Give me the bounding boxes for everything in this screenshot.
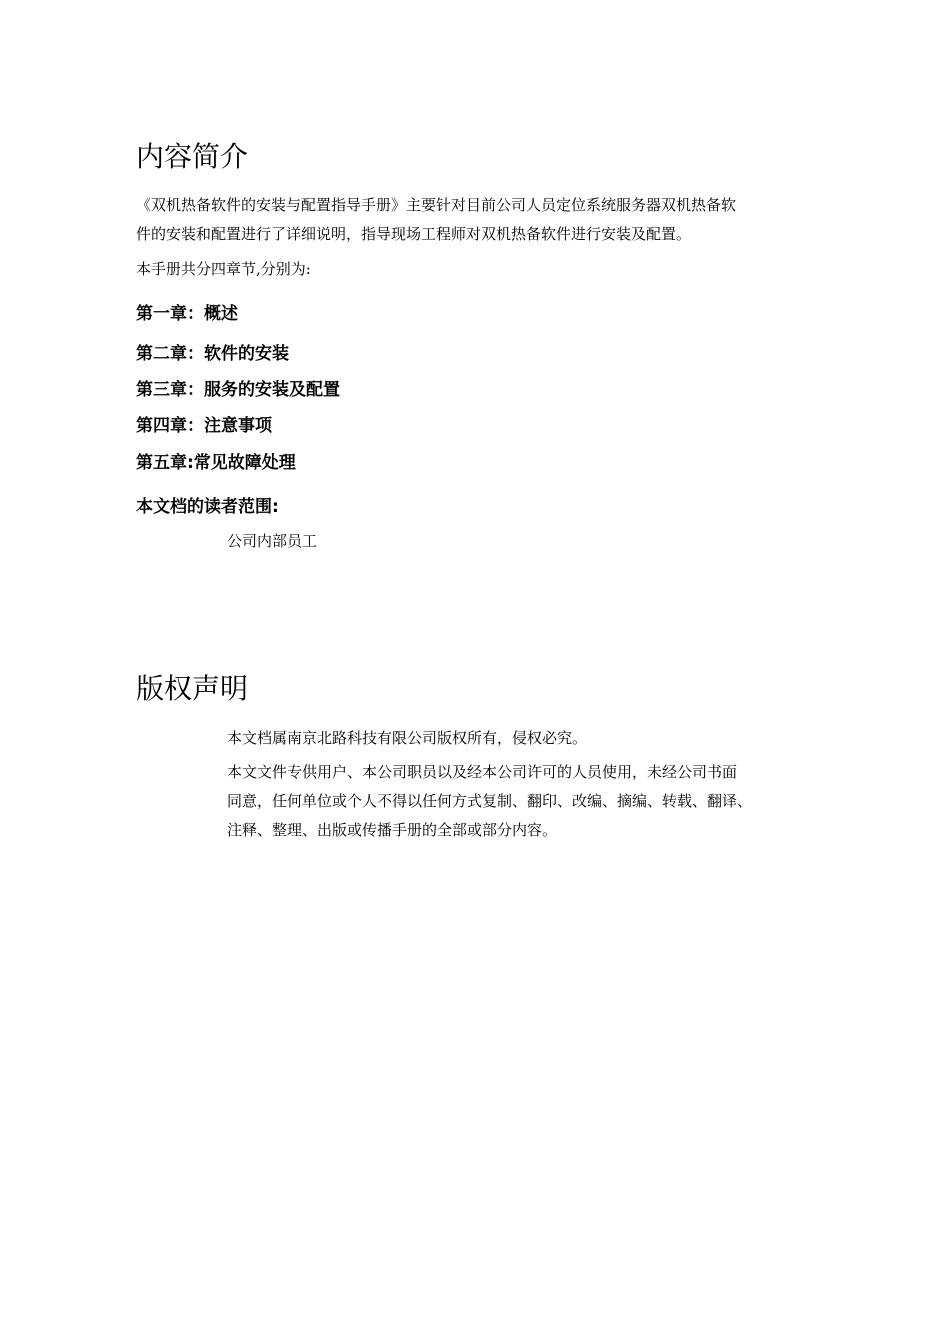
chapter-item: 第四章：注意事项	[136, 416, 272, 436]
copyright-paragraph-line: 本文文件专供用户、本公司职员以及经本公司许可的人员使用，未经公司书面	[227, 763, 738, 781]
chapter-item: 第一章：概述	[136, 304, 238, 324]
copyright-paragraph-line: 注释、整理、出版或传播手册的全部或部分内容。	[227, 821, 558, 839]
readers-label: 本文档的读者范围:	[136, 497, 279, 517]
intro-paragraph	[136, 191, 736, 249]
copyright-paragraph	[227, 758, 752, 845]
intro-paragraph-line: 《双机热备软件的安装与配置指导手册》主要针对目前公司人员定位系统服务器双机热备软	[136, 196, 737, 214]
chapter-item: 第二章：软件的安装	[136, 344, 289, 364]
chapter-item: 第五章:常见故障处理	[136, 453, 296, 473]
chapters-intro: 本手册共分四章节,分别为:	[136, 260, 311, 278]
copyright-paragraph-line: 同意，任何单位或个人不得以任何方式复制、翻印、改编、摘编、转载、翻译、	[227, 792, 753, 810]
readers-value: 公司内部员工	[227, 532, 318, 550]
copyright-statement: 本文档属南京北路科技有限公司版权所有，侵权必究。	[227, 729, 588, 747]
copyright-heading: 版权声明	[136, 672, 249, 705]
chapter-item: 第三章：服务的安装及配置	[136, 380, 340, 400]
intro-paragraph-line: 件的安装和配置进行了详细说明，指导现场工程师对双机热备软件进行安装及配置。	[136, 225, 692, 243]
intro-heading: 内容简介	[136, 140, 249, 173]
